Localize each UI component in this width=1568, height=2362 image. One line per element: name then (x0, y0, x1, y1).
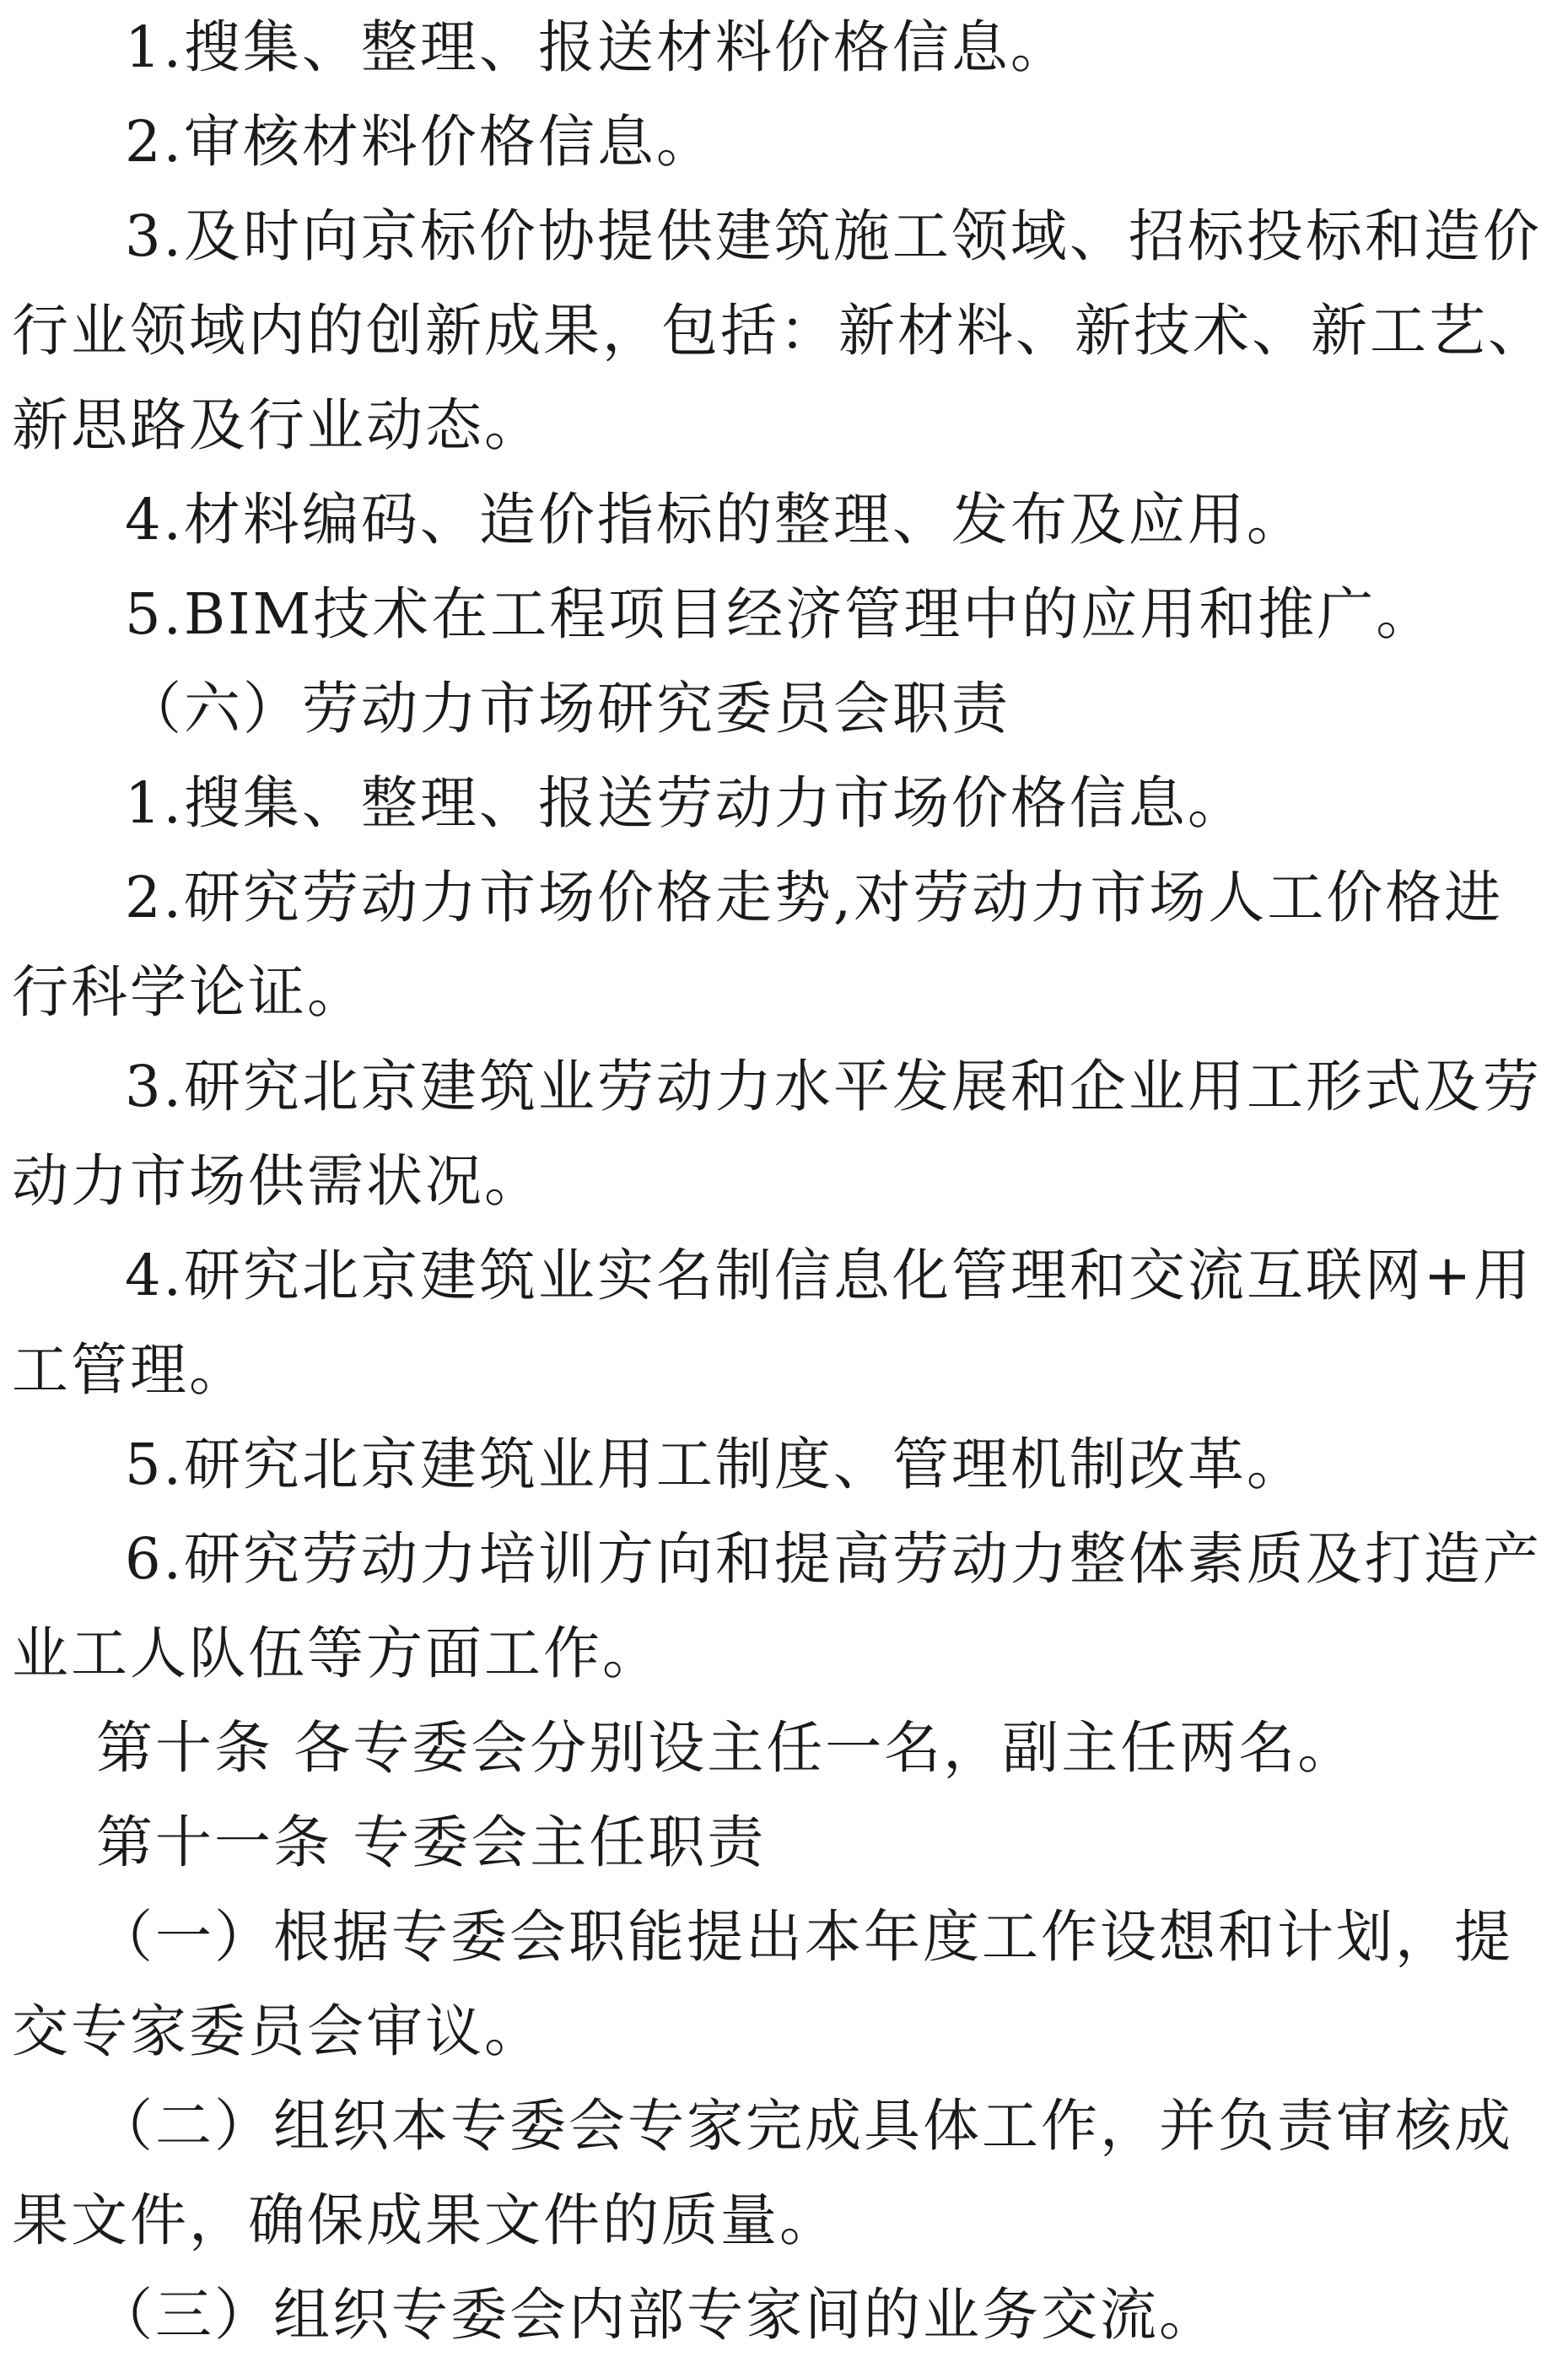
section-heading-labor-market: （六）劳动力市场研究委员会职责 (125, 676, 1010, 741)
paragraph-labor-4: 4.研究北京建筑业实名制信息化管理和交流互联网+用工管理。 (12, 1243, 1533, 1403)
paragraph-labor-2: 2.研究劳动力市场价格走势,对劳动力市场人工价格进行科学论证。 (12, 865, 1504, 1025)
article-11-item-2: （二）组织本专委会专家完成具体工作，并负责审核成果文件，确保成果文件的质量。 (12, 2093, 1513, 2253)
paragraph-labor-6: 6.研究劳动力培训方向和提高劳动力整体素质及打造产业工人队伍等方面工作。 (12, 1526, 1542, 1686)
paragraph-labor-1: 1.搜集、整理、报送劳动力市场价格信息。 (125, 770, 1247, 836)
paragraph-labor-5: 5.研究北京建筑业用工制度、管理机制改革。 (125, 1432, 1306, 1497)
article-11-item-3: （三）组织专委会内部专家间的业务交流。 (96, 2282, 1218, 2348)
article-11-item-1: （一）根据专委会职能提出本年度工作设想和计划，提交专家委员会审议。 (12, 1904, 1513, 2064)
paragraph-material-4: 4.材料编码、造价指标的整理、发布及应用。 (125, 487, 1306, 553)
paragraph-material-5: 5.BIM技术在工程项目经济管理中的应用和推广。 (125, 581, 1436, 647)
paragraph-material-1: 1.搜集、整理、报送材料价格信息。 (125, 14, 1070, 80)
article-11-heading: 第十一条 专委会主任职责 (96, 1809, 767, 1875)
paragraph-material-2: 2.审核材料价格信息。 (125, 109, 715, 175)
paragraph-material-3: 3.及时向京标价协提供建筑施工领域、招标投标和造价行业领域内的创新成果，包括：新材料、新技术、新工艺、新思路及行业动态。 (12, 203, 1547, 458)
document-body (12, 0, 1555, 2362)
article-10: 第十条 各专委会分别设主任一名，副主任两名。 (96, 1715, 1357, 1781)
paragraph-labor-3: 3.研究北京建筑业劳动力水平发展和企业用工形式及劳动力市场供需状况。 (12, 1054, 1542, 1214)
